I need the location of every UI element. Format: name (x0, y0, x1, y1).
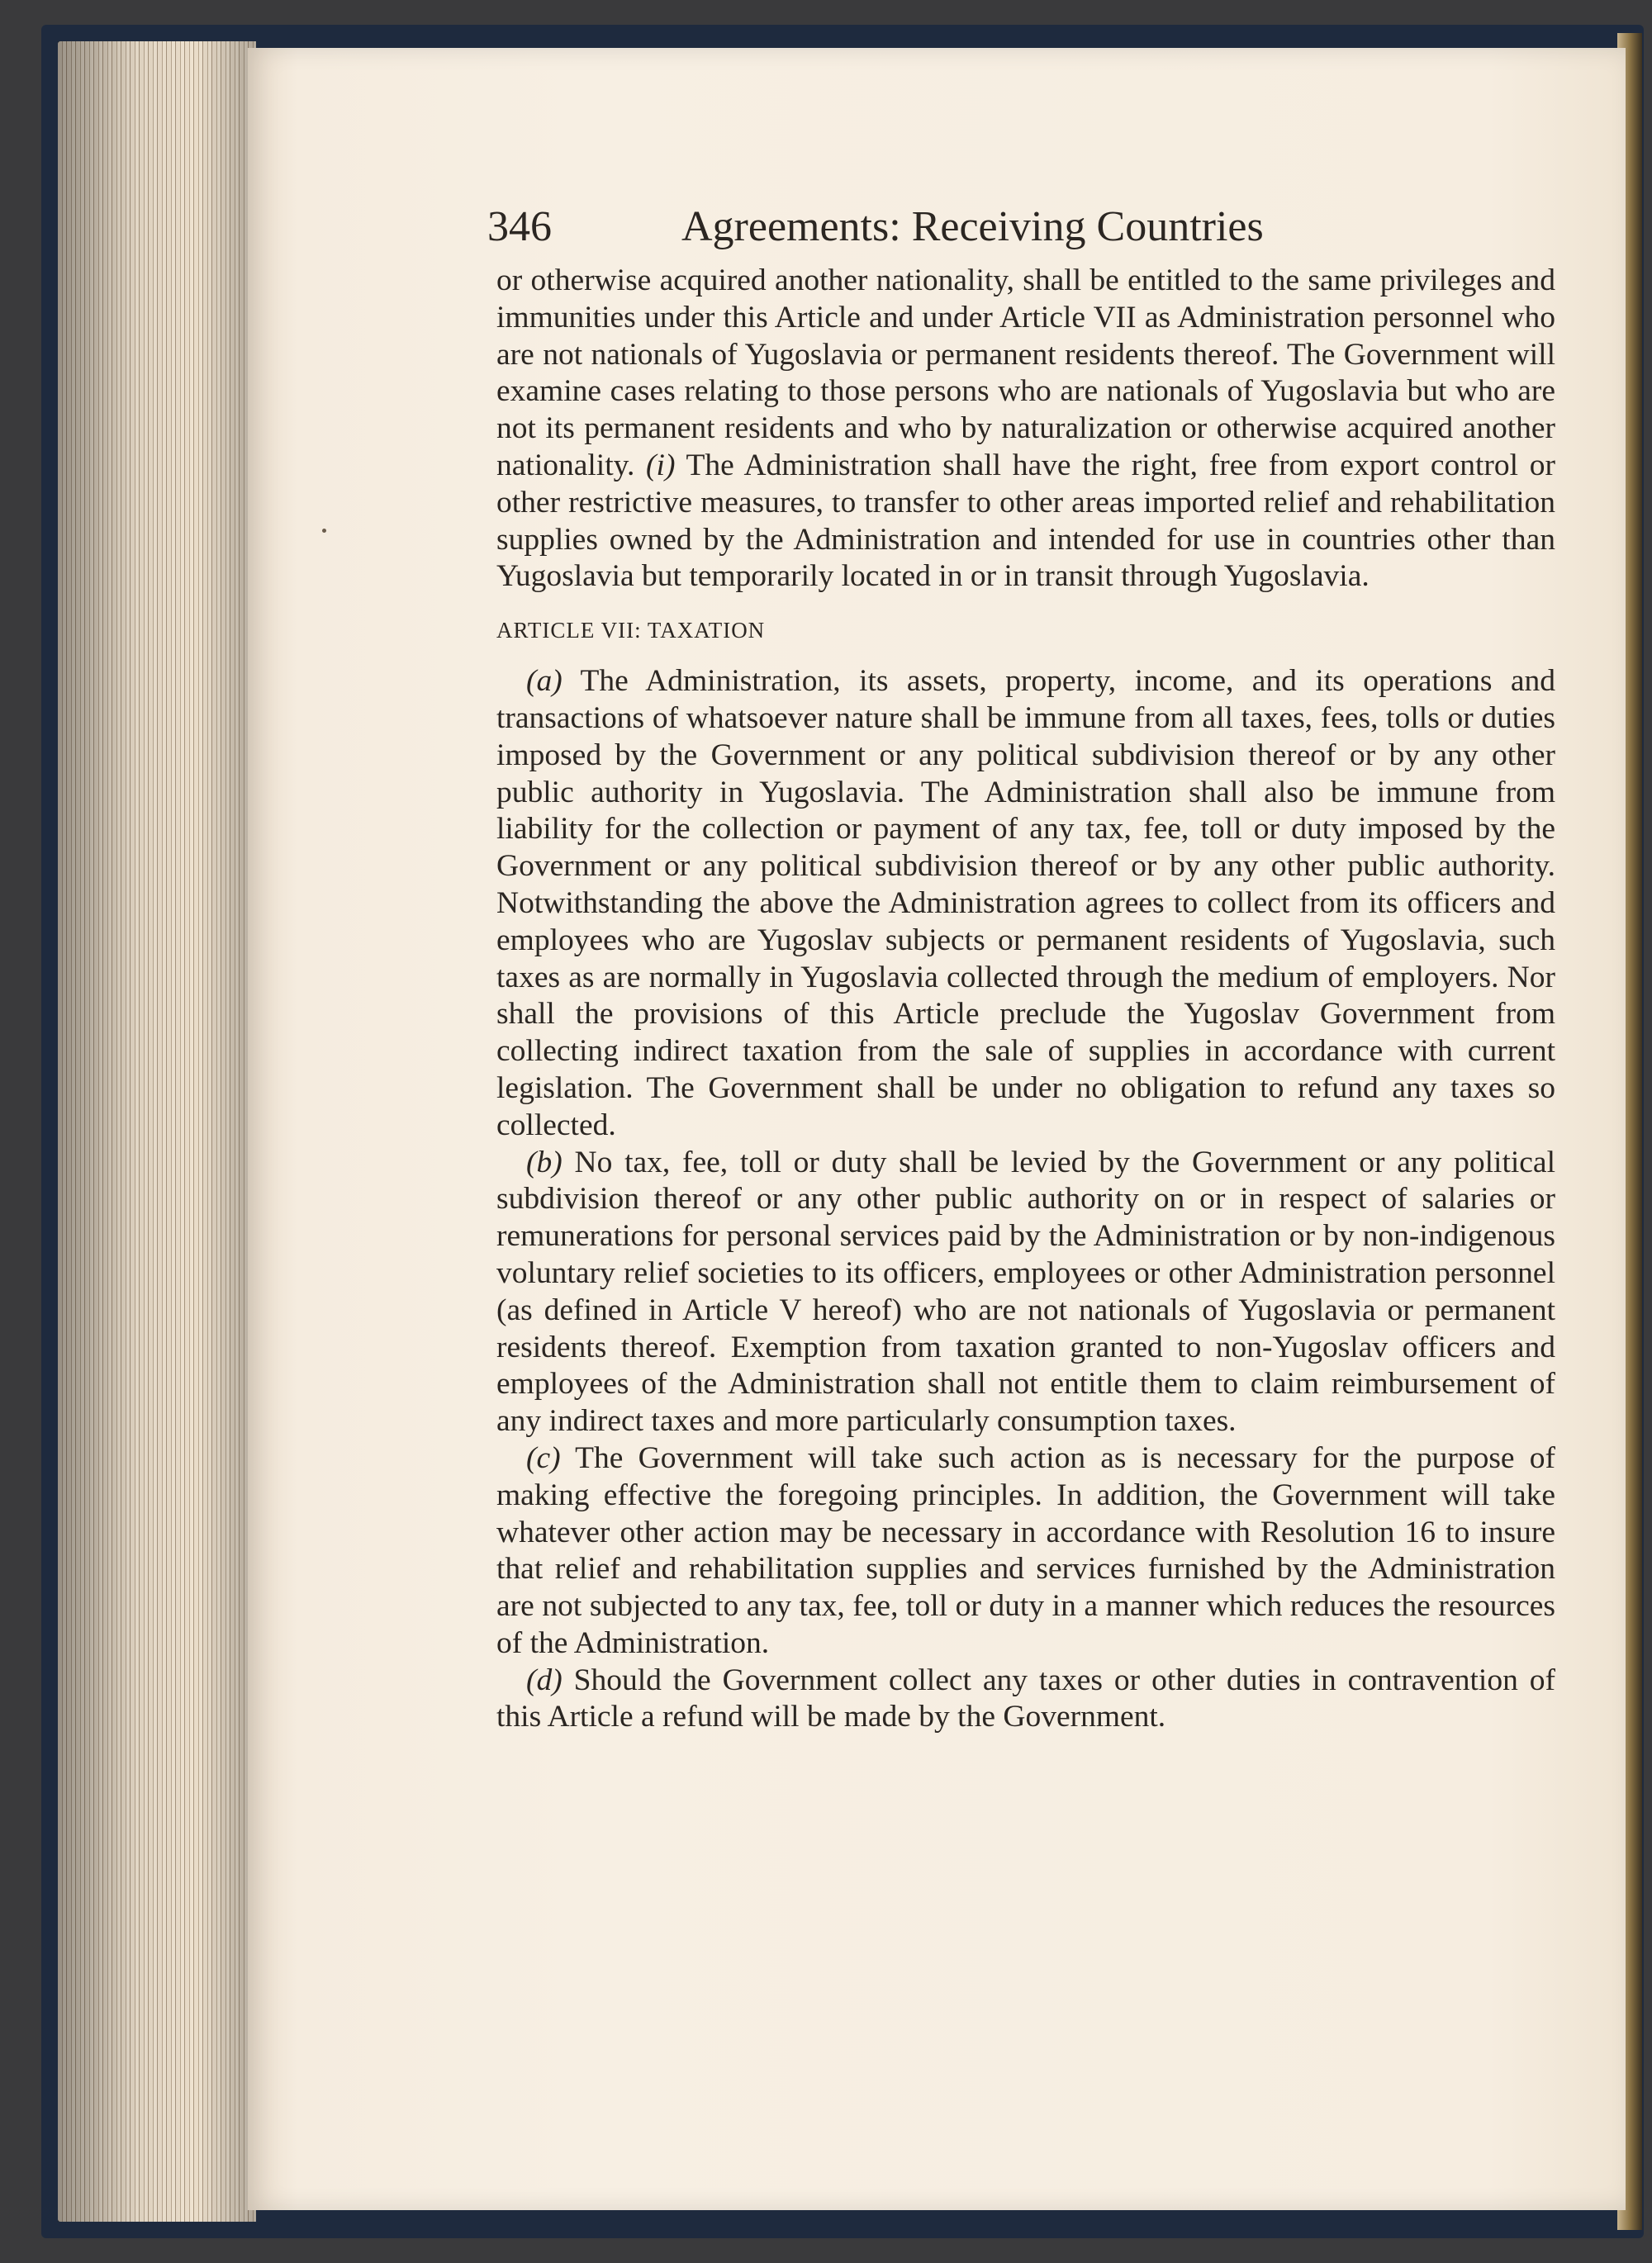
paragraph-text: Should the Government collect any taxes or other duties in contravention of this Article a refund will be made by the Government. (496, 1663, 1555, 1734)
page-edges-shadow (58, 41, 256, 2222)
paragraph-a (496, 663, 1555, 1144)
paragraph-marker: (a) (526, 664, 563, 699)
paragraph-b (496, 1145, 1555, 1440)
page-number: 346 (487, 203, 552, 250)
paragraph-marker: (c) (526, 1440, 561, 1475)
paragraph-text: The Administration, its assets, property, income, and its operations and transactions of whatsoever nature shall be immune from all taxes, fees, tolls or duties imposed by the Government or any political subdivision thereof or by any other public authority in Yugoslavia. The Administration shall also be immune from liability for the collection or payment of any tax, fee, toll or duty imposed by the Government or any political subdivision thereof or by any other public authority. Notwithstanding the above the Administration agrees to collect from its officers and employees who are Yugoslav subjects or permanent residents of Yugoslavia, such taxes as are normally in Yugoslavia collected through the medium of employers. Nor shall the provisions of this Article preclude the Yugoslav Government from collecting indirect taxation from the sale of supplies in accordance with current legislation. The Government shall be under no obligation to refund any taxes so collected. (496, 664, 1555, 1142)
paragraph-c (496, 1440, 1555, 1663)
continuation-paragraph (496, 263, 1555, 595)
page-body (496, 263, 1555, 1736)
running-head (487, 202, 1561, 260)
article-heading: ARTICLE VII: TAXATION (496, 618, 766, 643)
running-title: Agreements: Receiving Countries (681, 203, 1264, 250)
paragraph-text: No tax, fee, toll or duty shall be levied by the Government or any political subdivision thereof or any other public authority on or in respect of salaries or remunerations for personal services paid by the Administration or by non-indigenous voluntary relief societies to its officers, employees or other Administration personnel (as defined in Article V hereof) who are not nationals of Yugoslavia or permanent residents thereof. Exemption from taxation granted to non-Yugoslav officers and employees of the Administration shall not entitle them to claim reimbursement of any indirect taxes and more particularly consumption taxes. (496, 1145, 1555, 1439)
continuation-text: or otherwise acquired another nationality, shall be entitled to the same privileges and immunities under this Article and under Article VII as Administration personnel who are not nationals of Yugoslavia or permanent residents thereof. The Government will examine cases relating to those persons who are nationals of Yugoslavia but who are not its permanent residents and who by naturalization or otherwise acquired another nationality. (496, 263, 1555, 482)
clause-i-marker: (i) (646, 448, 676, 482)
paragraph-marker: (d) (526, 1663, 563, 1697)
clause-i-text: The Administration shall have the right, free from export control or other restrictive measures, to transfer to other areas imported relief and rehabilitation supplies owned by the Administration and intended for use in countries other than Yugoslavia but temporarily located in or in transit through Yugoslavia. (496, 448, 1555, 594)
paragraph-d (496, 1663, 1555, 1737)
stray-mark (322, 529, 326, 533)
paragraph-text: The Government will take such action as is necessary for the purpose of making effective the foregoing principles. In addition, the Government will take whatever other action may be necessary in accordance with Resolution 16 to insure that relief and rehabilitation supplies and services furnished by the Administration are not subjected to any tax, fee, toll or duty in a manner which reduces the resources of the Administration. (496, 1440, 1555, 1660)
paragraph-marker: (b) (526, 1145, 563, 1179)
